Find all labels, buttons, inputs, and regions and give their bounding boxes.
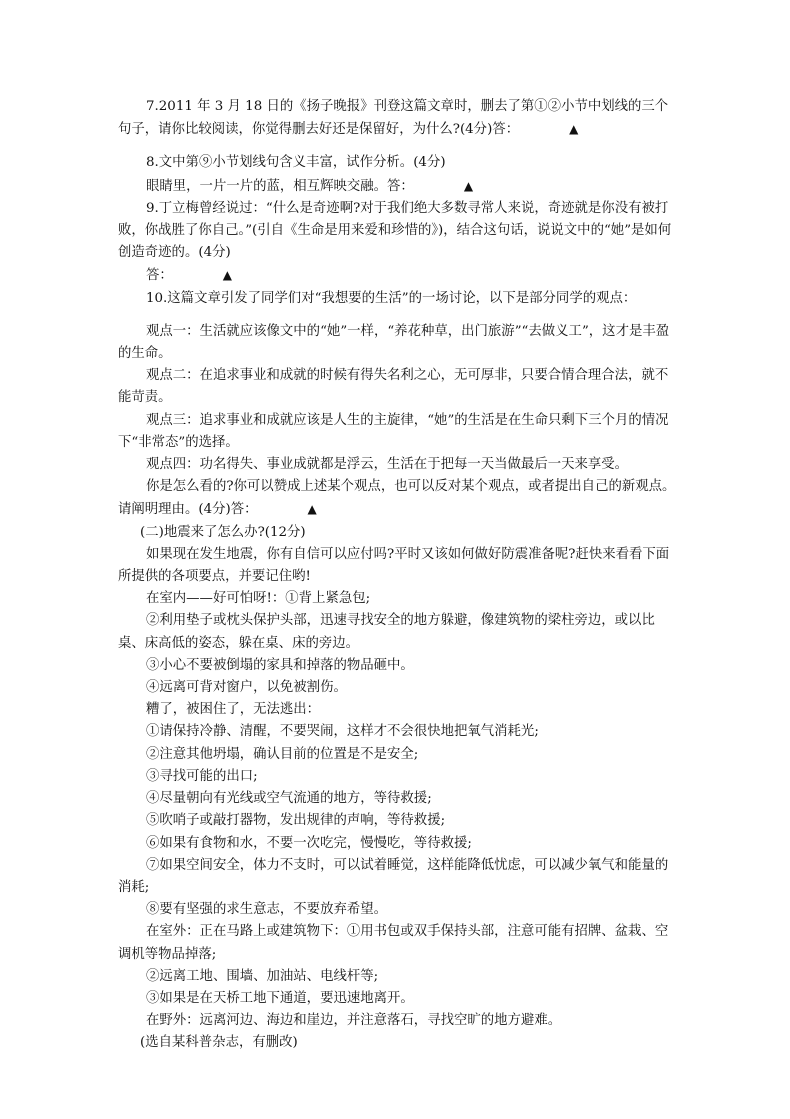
- question-8-quote-text: 眼睛里，一片一片的蓝，相互辉映交融。答：: [146, 178, 414, 194]
- question-8-quote: [118, 175, 678, 198]
- viewpoint-2: 观点二：在追求事业和成就的时候有得失名利之心，无可厚非，只要合情合理合法，就不能苛责。: [118, 368, 669, 406]
- viewpoint-4: 观点四：功名得失、事业成就都是浮云，生活在于把每一天当做最后一天来享受。: [146, 457, 629, 473]
- spacer: [118, 141, 678, 152]
- outdoor-title: 在室外：正在马路上或建筑物下：①用书包或双手保持头部，注意可能有招牌、盆栽、空调机等物品掉落;: [118, 924, 669, 962]
- trapped-item: ⑤吹哨子或敲打器物，发出规律的声响，等待救援;: [146, 813, 446, 829]
- document-page: [118, 96, 678, 1055]
- spacer: [118, 310, 678, 321]
- viewpoint-1: 观点一：生活就应该像文中的“她”一样，“养花种草，出门旅游”“去做义工”，这才是丰盈的生命。: [118, 323, 670, 362]
- indoor-item: ④远离可背对窗户，以免被割伤。: [146, 680, 347, 696]
- question-10: 10.这篇文章引发了同学们对“我想要的生活”的一场讨论，以下是部分同学的观点：: [146, 290, 637, 306]
- trapped-item: ⑧要有坚强的求生意志，不要放弃希望。: [146, 902, 388, 918]
- source-note: (选自某科普杂志，有删改): [140, 1035, 298, 1051]
- question-10-prompt-text: 你是怎么看的?你可以赞成上述某个观点，也可以反对某个观点，或者提出自己的新观点。请阐明理由。(4分)答：: [118, 479, 676, 518]
- question-10-prompt: [118, 476, 678, 521]
- trapped-title: 糟了，被困住了，无法逃出：: [146, 702, 321, 718]
- trapped-item: ④尽量朝向有光线或空气流通的地方，等待救援;: [146, 791, 432, 807]
- wild-advice: 在野外：远离河边、海边和崖边，并注意落石，寻找空旷的地方避难。: [146, 1013, 562, 1029]
- question-7-text: 7.2011 年 3 月 18 日的《扬子晚报》刊登这篇文章时，删去了第①②小节中划线的三个句子，请你比较阅读，你觉得删去好还是保留好，为什么?(4分)答：: [118, 99, 669, 138]
- question-9-answer: [118, 264, 678, 287]
- indoor-item: ③小心不要被倒塌的家具和掉落的物品砸中。: [146, 657, 414, 673]
- question-9: 9.丁立梅曾经说过：“什么是奇迹啊?对于我们绝大多数寻常人来说，奇迹就是你没有被打败，你战胜了你自己。”(引自《生命是用来爱和珍惜的》)，结合这句话，说说文中的“她”是如何创造奇迹的。(4分): [118, 200, 672, 261]
- section-2-heading: (二)地震来了怎么办?(12分): [140, 524, 306, 540]
- answer-triangle-icon: ▲: [222, 268, 233, 283]
- viewpoint-3: 观点三：追求事业和成就应该是人生的主旋律，“她”的生活是在生命只剩下三个月的情况下“非常态”的选择。: [118, 412, 669, 450]
- trapped-item: ③寻找可能的出口;: [146, 768, 258, 784]
- answer-triangle-icon: ▲: [307, 502, 317, 517]
- question-7: [118, 96, 678, 141]
- indoor-item: ②利用垫子或枕头保护头部，迅速寻找安全的地方躲避，像建筑物的梁柱旁边，或以比桌、床高低的姿态，躲在桌、床的旁边。: [118, 613, 655, 651]
- outdoor-item: ③如果是在天桥工地下通道，要迅速地离开。: [146, 990, 414, 1006]
- indoor-title: 在室内——好可怕呀!：①背上紧急包;: [146, 591, 371, 607]
- trapped-item: ①请保持冷静、清醒，不要哭闹，这样才不会很快地把氧气消耗光;: [146, 724, 539, 740]
- outdoor-item: ②远离工地、围墙、加油站、电线杆等;: [146, 968, 379, 984]
- question-9-answer-label: 答：: [146, 268, 173, 284]
- answer-triangle-icon: ▲: [463, 178, 474, 193]
- trapped-item: ⑦如果空间安全，体力不支时，可以试着睡觉，这样能降低忧虑，可以减少氧气和能量的消耗;: [118, 857, 669, 895]
- answer-triangle-icon: ▲: [569, 122, 579, 137]
- section-2-intro: 如果现在发生地震，你有自信可以应付吗?平时又该如何做好防震准备呢?赶快来看看下面所提供的各项要点，并要记住哟!: [118, 546, 670, 585]
- trapped-item: ⑥如果有食物和水，不要一次吃完，慢慢吃，等待救援;: [146, 835, 472, 851]
- trapped-item: ②注意其他坍塌，确认目前的位置是不是安全;: [146, 746, 419, 762]
- question-8: 8.文中第⑨小节划线句含义丰富，试作分析。(4分): [146, 155, 446, 171]
